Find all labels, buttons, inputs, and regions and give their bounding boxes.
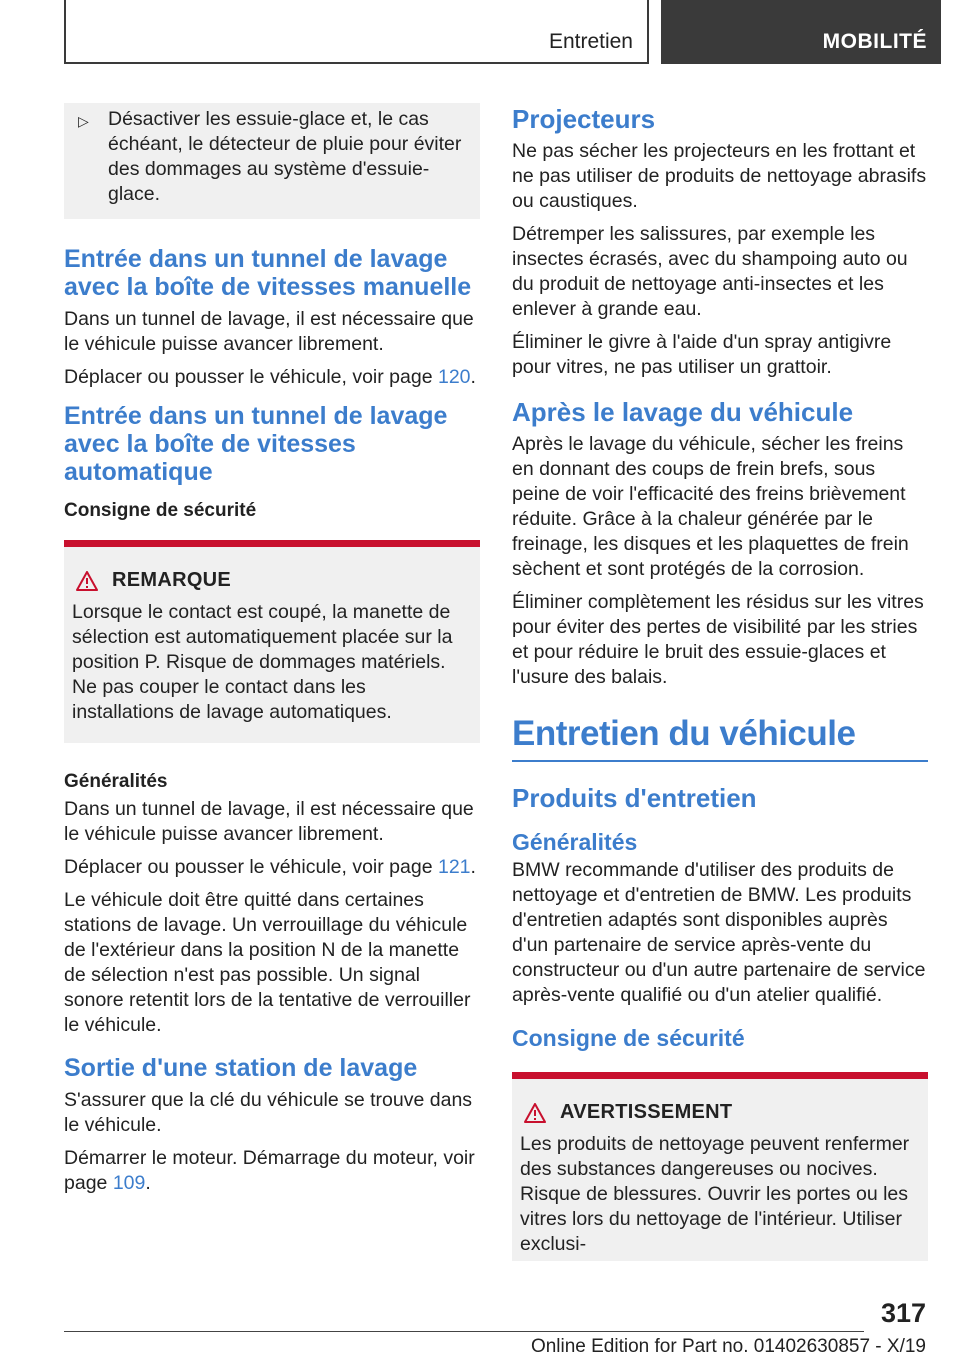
bullet-text: Désactiver les essuie-glace et, le cas échéant, le détecteur de pluie pour éviter des dommages au système d'essuie-glace. bbox=[108, 108, 462, 205]
paragraph: Éliminer le givre à l'aide d'un spray antigivre pour vitres, ne pas utiliser un grattoir. bbox=[512, 331, 892, 378]
remark-text: Lorsque le contact est coupé, la manette de sélection est automatiquement placée sur la position P. Risque de dommages matériels. Ne pas couper le contact dans les installations de lavage automatiques. bbox=[72, 601, 453, 723]
header-section-label: Entretien bbox=[548, 30, 633, 53]
heading-safety: Consigne de sécurité bbox=[512, 1025, 745, 1051]
paragraph: Le véhicule doit être quitté dans certaines stations de lavage. Un verrouillage du véhicule de l'extérieur dans la position N de la manette de sélection n'est pas possible. Un signal sonore retentit lors de la tentative de verrouiller le véhicule. bbox=[64, 889, 471, 1036]
footer-divider bbox=[64, 1331, 864, 1332]
paragraph-text: Démarrer le moteur. Démarrage du moteur, voir page bbox=[64, 1147, 475, 1194]
page-link-120[interactable]: 120 bbox=[437, 366, 471, 388]
paragraph: Dans un tunnel de lavage, il est nécessaire que le véhicule puisse avancer librement. bbox=[64, 308, 474, 355]
subheading-safety: Consigne de sécurité bbox=[64, 500, 257, 521]
paragraph: S'assurer que la clé du véhicule se trouve dans le véhicule. bbox=[64, 1089, 473, 1136]
header-section-tab bbox=[64, 0, 649, 64]
paragraph: Déplacer ou pousser le véhicule, voir page 120. bbox=[64, 366, 476, 388]
paragraph: Dans un tunnel de lavage, il est nécessaire que le véhicule puisse avancer librement. bbox=[64, 798, 474, 845]
warning-triangle-icon bbox=[72, 570, 112, 592]
paragraph-text: Déplacer ou pousser le véhicule, voir page bbox=[64, 856, 433, 878]
paragraph: Éliminer complètement les résidus sur les vitres pour éviter des pertes de visibilité par les stries et pour réduire le bruit des essuie-glaces et l'usure des balais. bbox=[512, 591, 924, 688]
remark-title-row bbox=[72, 569, 472, 592]
heading-general: Généralités bbox=[512, 829, 638, 855]
paragraph: Ne pas sécher les projecteurs en les frottant et ne pas utiliser de produits de nettoyage abrasifs ou caustiques. bbox=[512, 140, 927, 212]
page-link-121[interactable]: 121 bbox=[437, 856, 471, 878]
warning-title-row bbox=[520, 1101, 920, 1124]
warning-triangle-icon bbox=[520, 1102, 560, 1124]
heading-headlights: Projecteurs bbox=[512, 104, 656, 134]
heading-after-wash: Après le lavage du véhicule bbox=[512, 397, 854, 427]
heading-manual-tunnel: Entrée dans un tunnel de lavage avec la boîte de vitesses manuelle bbox=[64, 245, 472, 301]
warning-box bbox=[512, 1072, 928, 1261]
paragraph: BMW recommande d'utiliser des produits de nettoyage et d'entretien de BMW. Les produits d'entretien adaptés sont disponibles auprès d'un partenaire de service après-vente du constructeur ou d'un autre partenaire de service après-vente qualifié ou d'un atelier qualifié. bbox=[512, 859, 926, 1006]
triangle-bullet-icon: ▷ bbox=[78, 113, 89, 129]
heading-automatic-tunnel: Entrée dans un tunnel de lavage avec la boîte de vitesses automatique bbox=[64, 402, 448, 486]
list-item bbox=[78, 107, 466, 207]
header-chapter-label: MOBILITÉ bbox=[822, 30, 927, 53]
bullet-box bbox=[64, 103, 480, 219]
paragraph: Démarrer le moteur. Démarrage du moteur, voir page 109. bbox=[64, 1147, 475, 1194]
chapter-title: Entretien du véhicule bbox=[512, 714, 928, 762]
remark-box bbox=[64, 540, 480, 743]
page-number: 317 bbox=[880, 1298, 926, 1328]
left-column bbox=[64, 103, 480, 1204]
paragraph: Déplacer ou pousser le véhicule, voir page 121. bbox=[64, 856, 476, 878]
footer-edition: Online Edition for Part no. 01402630857 - X/19 bbox=[530, 1336, 926, 1357]
heading-exit-station: Sortie d'une station de lavage bbox=[64, 1054, 418, 1082]
paragraph-text: Déplacer ou pousser le véhicule, voir page bbox=[64, 366, 433, 388]
subheading-general: Généralités bbox=[64, 771, 168, 792]
right-column bbox=[512, 103, 928, 1261]
warning-title: AVERTISSEMENT bbox=[560, 1101, 733, 1123]
header-chapter-tab bbox=[661, 0, 941, 64]
page-link-109[interactable]: 109 bbox=[112, 1172, 146, 1194]
paragraph: Après le lavage du véhicule, sécher les freins en donnant des coups de frein brefs, sous peine de voir l'efficacité des freins brièvement réduite. Grâce à la chaleur générée par le freinage, les disques et les plaquettes de frein sèchent et sont protégés de la corrosion. bbox=[512, 433, 909, 580]
heading-care-products: Produits d'entretien bbox=[512, 783, 757, 813]
paragraph: Détremper les salissures, par exemple les insectes écrasés, avec du shampoing auto ou du produit de nettoyage anti-insectes et les enlever à grande eau. bbox=[512, 223, 908, 320]
warning-text: Les produits de nettoyage peuvent renfermer des substances dangereuses ou nocives. Risque de blessures. Ouvrir les portes ou les vitres lors du nettoyage de l'intérieur. Utiliser exclusi- bbox=[520, 1133, 910, 1255]
remark-title: REMARQUE bbox=[112, 569, 232, 591]
